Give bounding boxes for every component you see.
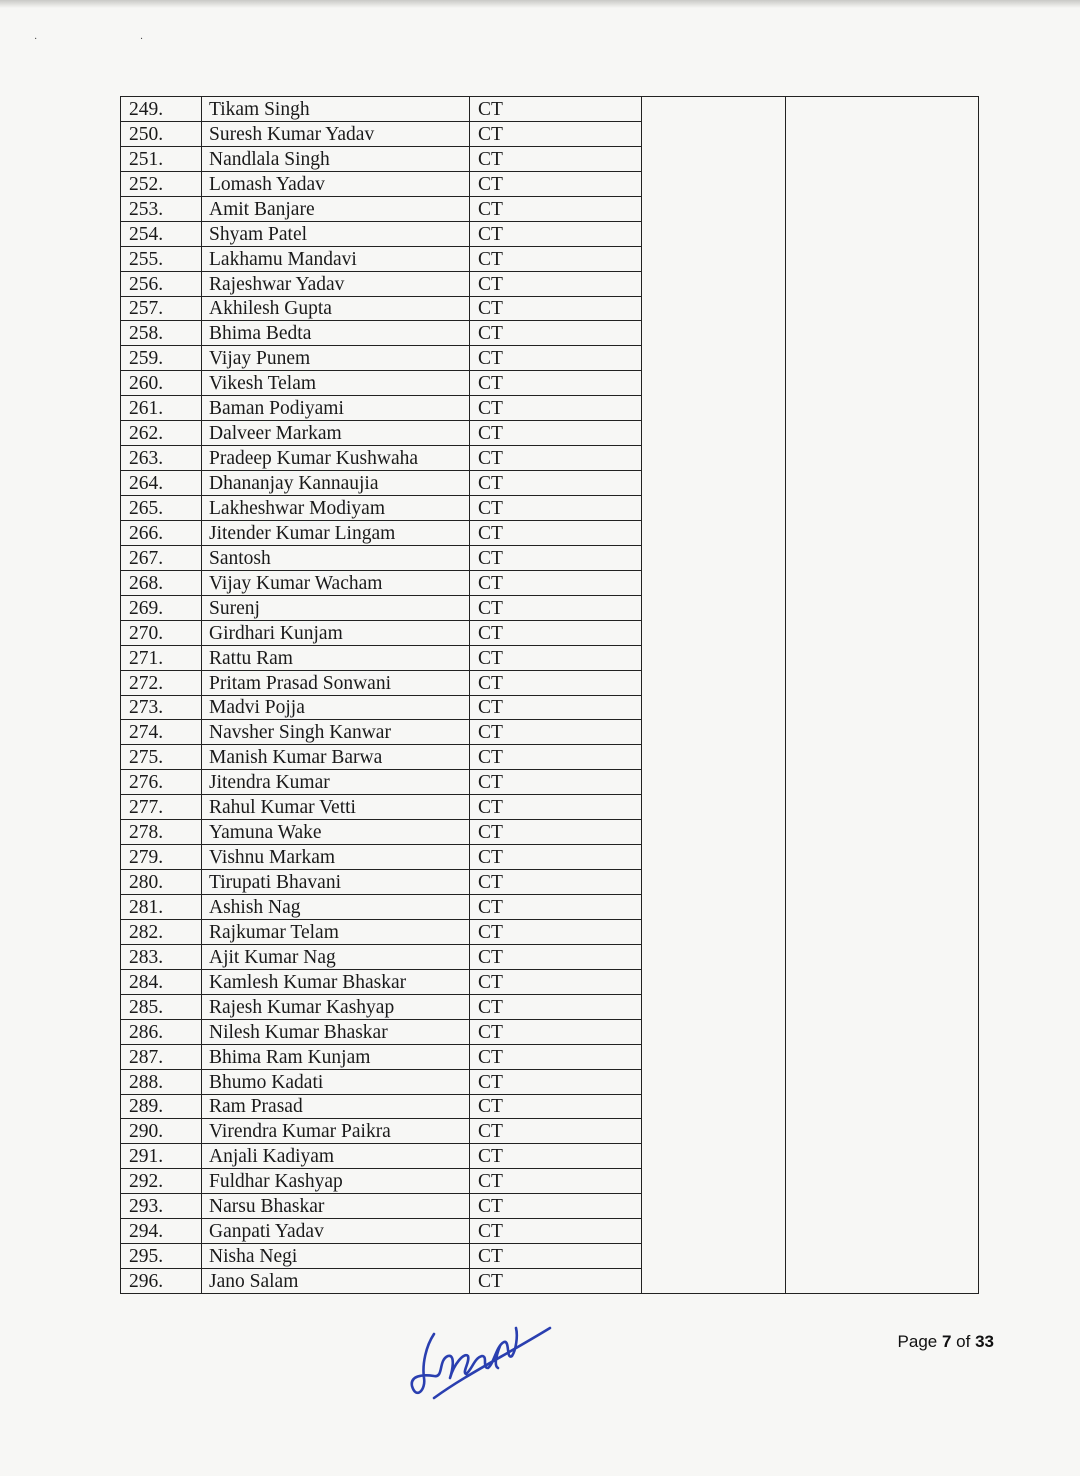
empty-cell [642,246,786,271]
serial-number-cell: 277. [121,795,202,820]
empty-cell [642,1094,786,1119]
empty-cell [786,396,979,421]
empty-cell [786,919,979,944]
empty-cell [642,745,786,770]
table-row [121,1219,979,1244]
empty-cell [642,1219,786,1244]
empty-cell [786,346,979,371]
rank-cell: CT [470,196,642,221]
rank-cell: CT [470,1094,642,1119]
serial-number-cell: 269. [121,595,202,620]
empty-cell [786,944,979,969]
empty-cell [642,496,786,521]
serial-number-cell: 280. [121,870,202,895]
table-row [121,895,979,920]
empty-cell [642,346,786,371]
empty-cell [786,1219,979,1244]
rank-cell: CT [470,246,642,271]
serial-number-cell: 258. [121,321,202,346]
table-row [121,770,979,795]
rank-cell: CT [470,820,642,845]
empty-cell [786,870,979,895]
rank-cell: CT [470,1144,642,1169]
serial-number-cell: 275. [121,745,202,770]
rank-cell: CT [470,496,642,521]
empty-cell [786,770,979,795]
table-row [121,645,979,670]
name-cell: Rahul Kumar Vetti [202,795,470,820]
name-cell: Ganpati Yadav [202,1219,470,1244]
name-cell: Ram Prasad [202,1094,470,1119]
table-row [121,1069,979,1094]
table-row [121,246,979,271]
empty-cell [786,895,979,920]
empty-cell [642,845,786,870]
empty-cell [642,595,786,620]
name-cell: Santosh [202,545,470,570]
rank-cell: CT [470,221,642,246]
rank-cell: CT [470,545,642,570]
table-row [121,1094,979,1119]
rank-cell: CT [470,121,642,146]
table-row [121,271,979,296]
name-cell: Bhima Ram Kunjam [202,1044,470,1069]
serial-number-cell: 272. [121,670,202,695]
table-row [121,1269,979,1294]
name-cell: Rattu Ram [202,645,470,670]
empty-cell [642,296,786,321]
name-cell: Lakheshwar Modiyam [202,496,470,521]
empty-cell [642,895,786,920]
empty-cell [642,870,786,895]
empty-cell [642,545,786,570]
serial-number-cell: 276. [121,770,202,795]
empty-cell [786,1194,979,1219]
rank-cell: CT [470,371,642,396]
empty-cell [642,396,786,421]
table-row [121,870,979,895]
empty-cell [786,820,979,845]
name-cell: Shyam Patel [202,221,470,246]
rank-cell: CT [470,695,642,720]
name-cell: Bhima Bedta [202,321,470,346]
serial-number-cell: 252. [121,171,202,196]
rank-cell: CT [470,645,642,670]
empty-cell [642,1144,786,1169]
name-cell: Tikam Singh [202,97,470,122]
empty-cell [786,321,979,346]
serial-number-cell: 282. [121,919,202,944]
empty-cell [642,446,786,471]
scan-edge [0,0,1080,8]
serial-number-cell: 296. [121,1269,202,1294]
empty-cell [786,545,979,570]
rank-cell: CT [470,421,642,446]
name-cell: Anjali Kadiyam [202,1144,470,1169]
name-cell: Nisha Negi [202,1244,470,1269]
rank-cell: CT [470,1044,642,1069]
serial-number-cell: 270. [121,620,202,645]
rank-cell: CT [470,1244,642,1269]
name-cell: Vishnu Markam [202,845,470,870]
name-cell: Manish Kumar Barwa [202,745,470,770]
name-cell: Girdhari Kunjam [202,620,470,645]
table-row [121,121,979,146]
empty-cell [642,520,786,545]
serial-number-cell: 264. [121,471,202,496]
empty-cell [786,520,979,545]
serial-number-cell: 284. [121,969,202,994]
serial-number-cell: 251. [121,146,202,171]
rank-cell: CT [470,795,642,820]
serial-number-cell: 257. [121,296,202,321]
empty-cell [642,1169,786,1194]
table-row [121,396,979,421]
empty-cell [642,695,786,720]
empty-cell [642,570,786,595]
name-cell: Pritam Prasad Sonwani [202,670,470,695]
page-prefix: Page [897,1332,942,1351]
table-row [121,421,979,446]
serial-number-cell: 285. [121,994,202,1019]
empty-cell [786,246,979,271]
table-row [121,919,979,944]
empty-cell [786,221,979,246]
table-row [121,795,979,820]
empty-cell [786,994,979,1019]
table-row [121,944,979,969]
rank-cell: CT [470,446,642,471]
serial-number-cell: 286. [121,1019,202,1044]
table-row [121,520,979,545]
table-row [121,296,979,321]
empty-cell [786,121,979,146]
name-cell: Ajit Kumar Nag [202,944,470,969]
empty-cell [642,421,786,446]
name-cell: Narsu Bhaskar [202,1194,470,1219]
table-row [121,1144,979,1169]
serial-number-cell: 295. [121,1244,202,1269]
table-row [121,1194,979,1219]
personnel-table-body [121,97,979,1294]
rank-cell: CT [470,620,642,645]
page-total: 33 [975,1332,994,1351]
name-cell: Rajeshwar Yadav [202,271,470,296]
empty-cell [786,1169,979,1194]
serial-number-cell: 263. [121,446,202,471]
name-cell: Baman Podiyami [202,396,470,421]
name-cell: Lakhamu Mandavi [202,246,470,271]
rank-cell: CT [470,870,642,895]
rank-cell: CT [470,845,642,870]
table-row [121,1244,979,1269]
empty-cell [642,471,786,496]
serial-number-cell: 278. [121,820,202,845]
rank-cell: CT [470,919,642,944]
name-cell: Vijay Kumar Wacham [202,570,470,595]
name-cell: Nilesh Kumar Bhaskar [202,1019,470,1044]
rank-cell: CT [470,471,642,496]
page-current: 7 [941,1332,952,1351]
rank-cell: CT [470,969,642,994]
empty-cell [786,720,979,745]
empty-cell [786,1069,979,1094]
table-row [121,1169,979,1194]
empty-cell [786,196,979,221]
rank-cell: CT [470,570,642,595]
empty-cell [642,321,786,346]
empty-cell [642,770,786,795]
rank-cell: CT [470,895,642,920]
serial-number-cell: 256. [121,271,202,296]
page-number [898,1332,994,1352]
rank-cell: CT [470,296,642,321]
name-cell: Kamlesh Kumar Bhaskar [202,969,470,994]
table-row [121,371,979,396]
rank-cell: CT [470,1119,642,1144]
name-cell: Dhananjay Kannaujia [202,471,470,496]
empty-cell [642,1069,786,1094]
empty-cell [642,944,786,969]
serial-number-cell: 274. [121,720,202,745]
empty-cell [642,820,786,845]
table-row [121,695,979,720]
serial-number-cell: 249. [121,97,202,122]
empty-cell [786,1119,979,1144]
rank-cell: CT [470,745,642,770]
empty-cell [786,146,979,171]
name-cell: Jitender Kumar Lingam [202,520,470,545]
name-cell: Lomash Yadav [202,171,470,196]
table-row [121,994,979,1019]
rank-cell: CT [470,271,642,296]
empty-cell [786,446,979,471]
name-cell: Rajesh Kumar Kashyap [202,994,470,1019]
name-cell: Rajkumar Telam [202,919,470,944]
table-row [121,146,979,171]
serial-number-cell: 294. [121,1219,202,1244]
table-row [121,321,979,346]
empty-cell [786,171,979,196]
rank-cell: CT [470,346,642,371]
empty-cell [786,296,979,321]
name-cell: Bhumo Kadati [202,1069,470,1094]
empty-cell [786,1244,979,1269]
serial-number-cell: 267. [121,545,202,570]
rank-cell: CT [470,720,642,745]
empty-cell [786,1019,979,1044]
table-row [121,221,979,246]
table-row [121,595,979,620]
empty-cell [642,146,786,171]
table-row [121,1019,979,1044]
serial-number-cell: 291. [121,1144,202,1169]
rank-cell: CT [470,520,642,545]
name-cell: Suresh Kumar Yadav [202,121,470,146]
empty-cell [786,471,979,496]
rank-cell: CT [470,994,642,1019]
serial-number-cell: 289. [121,1094,202,1119]
name-cell: Nandlala Singh [202,146,470,171]
rank-cell: CT [470,1219,642,1244]
empty-cell [786,271,979,296]
serial-number-cell: 268. [121,570,202,595]
name-cell: Ashish Nag [202,895,470,920]
serial-number-cell: 250. [121,121,202,146]
table-row [121,670,979,695]
table-row [121,745,979,770]
serial-number-cell: 288. [121,1069,202,1094]
name-cell: Fuldhar Kashyap [202,1169,470,1194]
empty-cell [786,421,979,446]
empty-cell [642,121,786,146]
empty-cell [642,1269,786,1294]
rank-cell: CT [470,321,642,346]
serial-number-cell: 261. [121,396,202,421]
name-cell: Pradeep Kumar Kushwaha [202,446,470,471]
serial-number-cell: 281. [121,895,202,920]
rank-cell: CT [470,1194,642,1219]
empty-cell [786,595,979,620]
table-row [121,720,979,745]
table-row [121,820,979,845]
empty-cell [786,97,979,122]
empty-cell [642,620,786,645]
name-cell: Madvi Pojja [202,695,470,720]
name-cell: Jano Salam [202,1269,470,1294]
empty-cell [786,1044,979,1069]
rank-cell: CT [470,1019,642,1044]
serial-number-cell: 271. [121,645,202,670]
empty-cell [642,1119,786,1144]
name-cell: Virendra Kumar Paikra [202,1119,470,1144]
empty-cell [642,919,786,944]
empty-cell [642,271,786,296]
serial-number-cell: 262. [121,421,202,446]
rank-cell: CT [470,595,642,620]
rank-cell: CT [470,1069,642,1094]
serial-number-cell: 293. [121,1194,202,1219]
name-cell: Vijay Punem [202,346,470,371]
serial-number-cell: 290. [121,1119,202,1144]
table-row [121,969,979,994]
table-row [121,496,979,521]
table-row [121,620,979,645]
table-row [121,1044,979,1069]
name-cell: Navsher Singh Kanwar [202,720,470,745]
empty-cell [642,371,786,396]
name-cell: Surenj [202,595,470,620]
empty-cell [786,670,979,695]
empty-cell [786,1269,979,1294]
rank-cell: CT [470,171,642,196]
table-row [121,196,979,221]
empty-cell [786,620,979,645]
empty-cell [642,994,786,1019]
empty-cell [786,795,979,820]
rank-cell: CT [470,146,642,171]
rank-cell: CT [470,670,642,695]
page-separator: of [951,1332,976,1351]
empty-cell [786,695,979,720]
personnel-table-wrapper [120,96,978,1294]
serial-number-cell: 255. [121,246,202,271]
empty-cell [642,1019,786,1044]
empty-cell [642,969,786,994]
serial-number-cell: 260. [121,371,202,396]
empty-cell [642,720,786,745]
rank-cell: CT [470,770,642,795]
rank-cell: CT [470,944,642,969]
empty-cell [786,745,979,770]
empty-cell [786,371,979,396]
name-cell: Dalveer Markam [202,421,470,446]
empty-cell [786,570,979,595]
name-cell: Vikesh Telam [202,371,470,396]
empty-cell [786,496,979,521]
empty-cell [642,1244,786,1269]
signature-icon [404,1316,554,1406]
table-row [121,845,979,870]
serial-number-cell: 254. [121,221,202,246]
empty-cell [786,1094,979,1119]
empty-cell [642,795,786,820]
name-cell: Tirupati Bhavani [202,870,470,895]
empty-cell [642,171,786,196]
empty-cell [642,221,786,246]
serial-number-cell: 253. [121,196,202,221]
empty-cell [642,645,786,670]
empty-cell [786,1144,979,1169]
table-row [121,446,979,471]
empty-cell [786,845,979,870]
rank-cell: CT [470,1269,642,1294]
table-row [121,1119,979,1144]
table-row [121,97,979,122]
empty-cell [642,1194,786,1219]
table-row [121,570,979,595]
table-row [121,471,979,496]
empty-cell [786,969,979,994]
empty-cell [642,670,786,695]
empty-cell [642,97,786,122]
name-cell: Akhilesh Gupta [202,296,470,321]
name-cell: Jitendra Kumar [202,770,470,795]
scan-specks: · · [34,34,194,45]
serial-number-cell: 292. [121,1169,202,1194]
name-cell: Amit Banjare [202,196,470,221]
rank-cell: CT [470,396,642,421]
name-cell: Yamuna Wake [202,820,470,845]
rank-cell: CT [470,1169,642,1194]
empty-cell [642,196,786,221]
table-row [121,545,979,570]
serial-number-cell: 283. [121,944,202,969]
serial-number-cell: 273. [121,695,202,720]
table-row [121,346,979,371]
serial-number-cell: 259. [121,346,202,371]
rank-cell: CT [470,97,642,122]
empty-cell [642,1044,786,1069]
serial-number-cell: 266. [121,520,202,545]
serial-number-cell: 279. [121,845,202,870]
table-row [121,171,979,196]
serial-number-cell: 265. [121,496,202,521]
personnel-table [120,96,979,1294]
empty-cell [786,645,979,670]
serial-number-cell: 287. [121,1044,202,1069]
